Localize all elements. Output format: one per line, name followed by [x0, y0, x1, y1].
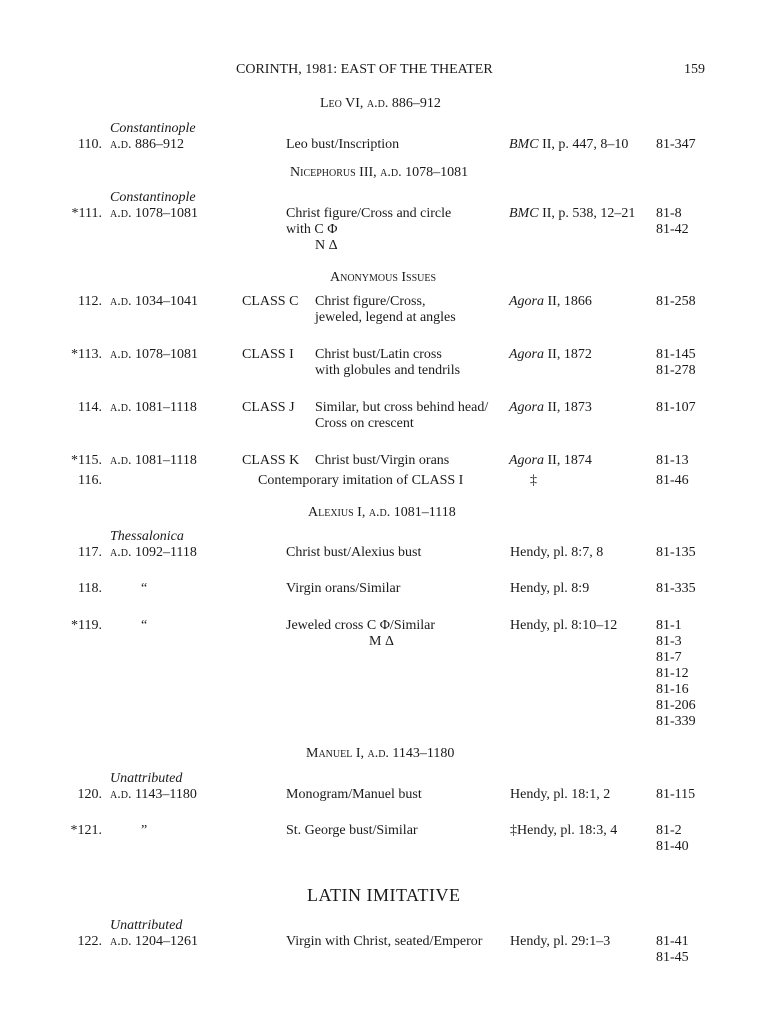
catalog-number: *115. — [71, 453, 102, 468]
reference: Hendy, pl. 18:1, 2 — [510, 787, 611, 802]
date-range: a.d. 1078–1081 — [110, 347, 198, 362]
description: with C Φ — [286, 222, 338, 237]
catalog-number: 118. — [78, 581, 102, 596]
date-range: a.d. 1081–1118 — [110, 400, 197, 415]
mint-label: Thessalonica — [110, 529, 184, 544]
ditto-mark: “ — [141, 581, 148, 596]
section-heading-latin: LATIN IMITATIVE — [307, 885, 461, 905]
description: Christ bust/Virgin orans — [315, 453, 450, 468]
reference: ‡Hendy, pl. 18:3, 4 — [510, 823, 618, 838]
inventory-number: 81-16 — [656, 682, 689, 697]
mint-label: Constantinople — [110, 121, 196, 136]
reference: Agora II, 1872 — [509, 347, 592, 362]
description: Jeweled cross C Φ/Similar — [286, 618, 436, 633]
running-title: CORINTH, 1981: EAST OF THE THEATER — [236, 62, 493, 77]
inventory-number: 81-8 — [656, 206, 682, 221]
reference: Hendy, pl. 29:1–3 — [510, 934, 611, 949]
class-label: CLASS C — [242, 294, 299, 309]
catalog-number: 116. — [78, 473, 102, 488]
inventory-number: 81-206 — [656, 698, 696, 713]
inventory-number: 81-335 — [656, 581, 696, 596]
inventory-number: 81-2 — [656, 823, 682, 838]
page-number: 159 — [684, 62, 705, 77]
inventory-number: 81-12 — [656, 666, 689, 681]
catalog-number: 120. — [77, 787, 102, 802]
description: Christ bust/Latin cross — [315, 347, 442, 362]
description: Similar, but cross behind head/ — [315, 400, 489, 415]
reference: BMC II, p. 447, 8–10 — [509, 137, 629, 152]
catalog-number: 114. — [78, 400, 102, 415]
inventory-number: 81-258 — [656, 294, 696, 309]
reference: Agora II, 1874 — [509, 453, 592, 468]
description: St. George bust/Similar — [286, 823, 418, 838]
inventory-number: 81-46 — [656, 473, 689, 488]
inventory-number: 81-13 — [656, 453, 689, 468]
mint-label: Unattributed — [110, 771, 183, 786]
inventory-number: 81-339 — [656, 714, 696, 729]
mint-label: Constantinople — [110, 190, 196, 205]
description: Christ figure/Cross and circle — [286, 206, 452, 221]
catalog-number: *121. — [70, 823, 102, 838]
class-label: CLASS I — [242, 347, 294, 362]
description: M Δ — [369, 634, 394, 649]
catalog-number: 110. — [78, 137, 102, 152]
catalog-number: *111. — [71, 206, 102, 221]
inventory-number: 81-135 — [656, 545, 696, 560]
date-range: a.d. 886–912 — [110, 137, 184, 152]
description: N Δ — [315, 238, 338, 253]
description: Virgin orans/Similar — [286, 581, 401, 596]
reference: BMC II, p. 538, 12–21 — [509, 206, 636, 221]
description: Monogram/Manuel bust — [286, 787, 422, 802]
description: Christ bust/Alexius bust — [286, 545, 422, 560]
section-heading-leo: Leo VI, a.d. 886–912 — [320, 96, 441, 111]
inventory-number: 81-347 — [656, 137, 696, 152]
description: Cross on crescent — [315, 416, 414, 431]
date-range: a.d. 1204–1261 — [110, 934, 198, 949]
reference: Agora II, 1873 — [509, 400, 592, 415]
description: jeweled, legend at angles — [315, 310, 456, 325]
inventory-number: 81-145 — [656, 347, 696, 362]
catalog-number: 112. — [78, 294, 102, 309]
inventory-number: 81-7 — [656, 650, 682, 665]
class-label: CLASS J — [242, 400, 295, 415]
catalog-number: *113. — [71, 347, 102, 362]
catalog-number: 122. — [77, 934, 102, 949]
section-heading-anonymous: Anonymous Issues — [330, 270, 437, 285]
description: Virgin with Christ, seated/Emperor — [286, 934, 483, 949]
catalog-number: 117. — [78, 545, 102, 560]
description: with globules and tendrils — [315, 363, 461, 378]
section-heading-alexius: Alexius I, a.d. 1081–1118 — [308, 505, 456, 520]
date-range: a.d. 1081–1118 — [110, 453, 197, 468]
reference: Agora II, 1866 — [509, 294, 592, 309]
inventory-number: 81-3 — [656, 634, 682, 649]
reference: Hendy, pl. 8:9 — [510, 581, 590, 596]
date-range: a.d. 1092–1118 — [110, 545, 197, 560]
description: Christ figure/Cross, — [315, 294, 426, 309]
class-label: CLASS K — [242, 453, 300, 468]
inventory-number: 81-1 — [656, 618, 682, 633]
section-heading-manuel: Manuel I, a.d. 1143–1180 — [306, 746, 455, 761]
inventory-number: 81-107 — [656, 400, 696, 415]
inventory-number: 81-42 — [656, 222, 689, 237]
reference: Hendy, pl. 8:7, 8 — [510, 545, 604, 560]
description: Leo bust/Inscription — [286, 137, 400, 152]
mint-label: Unattributed — [110, 918, 183, 933]
inventory-number: 81-278 — [656, 363, 696, 378]
reference: ‡ — [530, 473, 537, 488]
inventory-number: 81-45 — [656, 950, 689, 965]
ditto-mark: “ — [141, 618, 148, 633]
inventory-number: 81-40 — [656, 839, 689, 854]
ditto-mark: ” — [141, 823, 148, 838]
date-range: a.d. 1078–1081 — [110, 206, 198, 221]
date-range: a.d. 1143–1180 — [110, 787, 197, 802]
reference: Hendy, pl. 8:10–12 — [510, 618, 618, 633]
catalog-number: *119. — [71, 618, 102, 633]
inventory-number: 81-41 — [656, 934, 689, 949]
section-heading-nicephorus: Nicephorus III, a.d. 1078–1081 — [290, 165, 469, 180]
inventory-number: 81-115 — [656, 787, 696, 802]
date-range: a.d. 1034–1041 — [110, 294, 198, 309]
description: Contemporary imitation of CLASS I — [258, 473, 464, 488]
